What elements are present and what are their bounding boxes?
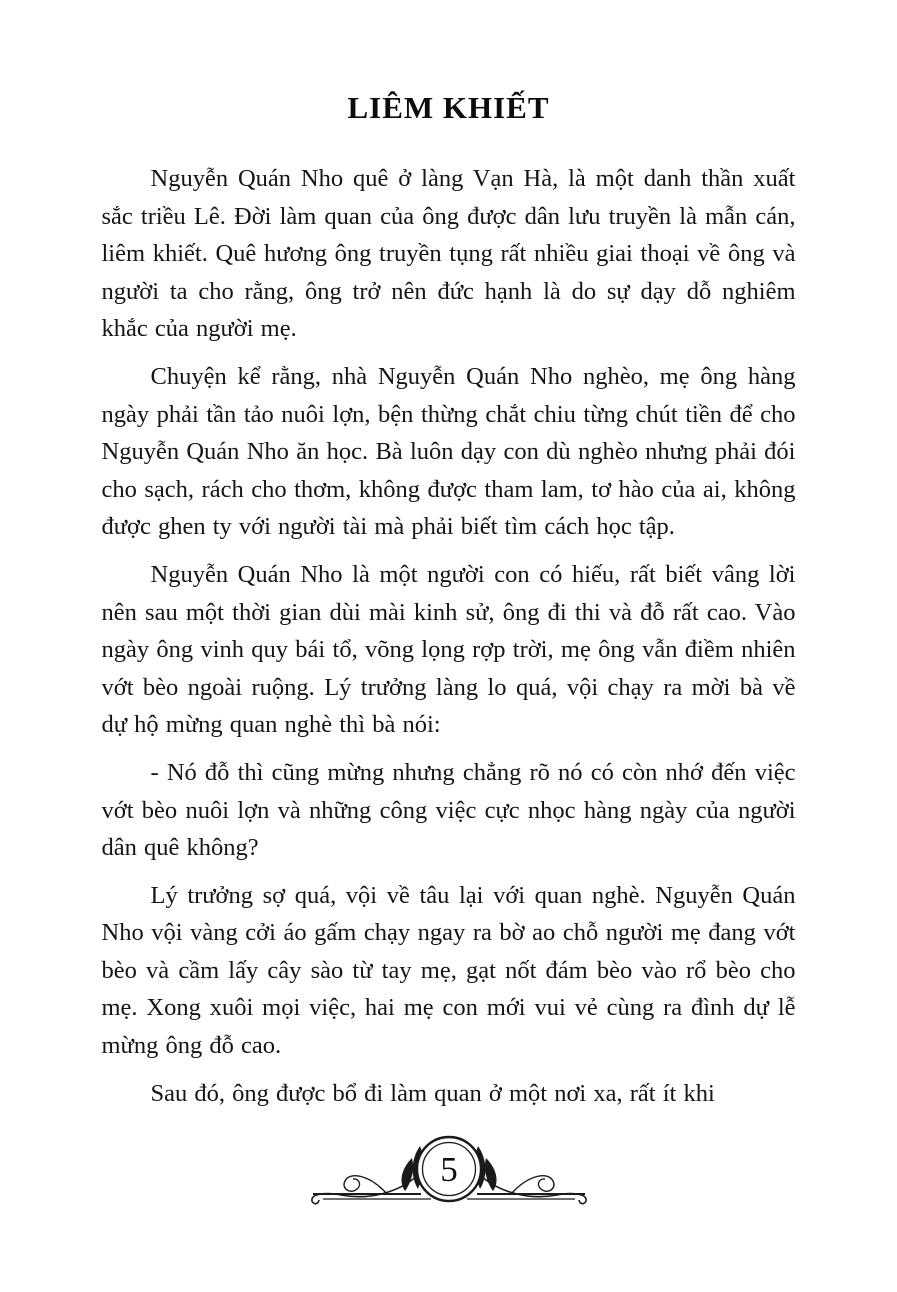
page-content xyxy=(102,160,796,1112)
page-footer xyxy=(0,1128,897,1229)
footer-flourish-ornament xyxy=(299,1128,599,1224)
paragraph: Chuyện kể rằng, nhà Nguyễn Quán Nho nghèo, mẹ ông hàng ngày phải tần tảo nuôi lợn, bện thừng chắt chiu từng chút tiền để cho Nguyễn Quán Nho ăn học. Bà luôn dạy con dù nghèo nhưng phải đói cho sạch, rách cho thơm, không được tham lam, tơ hào của ai, không được ghen ty với người tài mà phải biết tìm cách học tập. xyxy=(101,362,796,541)
page-title: LIÊM KHIẾT xyxy=(347,90,550,125)
paragraph: - Nó đỗ thì cũng mừng nhưng chẳng rõ nó có còn nhớ đến việc vớt bèo nuôi lợn và những công việc cực nhọc hàng ngày của người dân quê không? xyxy=(101,758,796,862)
paragraph: Nguyễn Quán Nho quê ở làng Vạn Hà, là một danh thần xuất sắc triều Lê. Đời làm quan của ông được dân lưu truyền là mẫn cán, liêm khiết. Quê hương ông truyền tụng rất nhiều giai thoại về ông và người ta cho rằng, ông trở nên đức hạnh là do sự dạy dỗ nghiêm khắc của người mẹ. xyxy=(101,165,796,343)
paragraph: Nguyễn Quán Nho là một người con có hiếu, rất biết vâng lời nên sau một thời gian dùi mài kinh sử, ông đi thi và đỗ rất cao. Vào ngày ông vinh quy bái tổ, võng lọng rợp trời, mẹ ông vẫn điềm nhiên vớt bèo ngoài ruộng. Lý trưởng làng lo quá, vội chạy ra mời bà về dự hộ mừng quan nghè thì bà nói: xyxy=(101,560,796,739)
paragraph: Lý trưởng sợ quá, vội về tâu lại với quan nghè. Nguyễn Quán Nho vội vàng cởi áo gấm chạy ngay ra bờ ao chỗ người mẹ đang vớt bèo và cầm lấy cây sào từ tay mẹ, gạt nốt đám bèo vào rổ bèo cho mẹ. Xong xuôi mọi việc, hai mẹ con mới vui vẻ cùng ra đình dự lễ mừng ông đỗ cao. xyxy=(101,881,796,1060)
paragraph: Sau đó, ông được bổ đi làm quan ở một nơi xa, rất ít khi xyxy=(150,1079,715,1107)
page-number: 5 xyxy=(439,1150,458,1189)
